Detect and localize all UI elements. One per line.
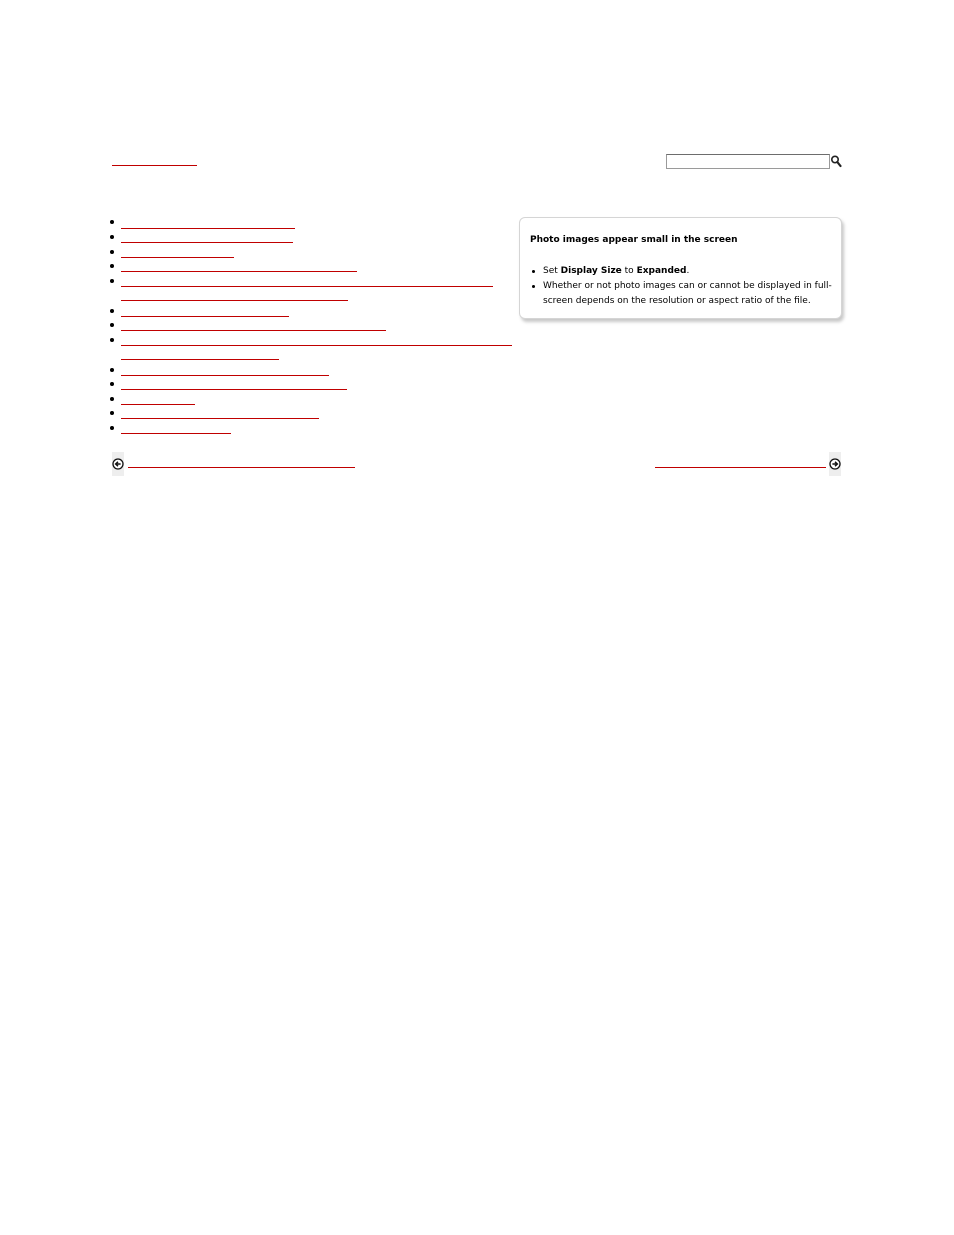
list-link[interactable] xyxy=(121,257,234,258)
list-bullet xyxy=(110,323,114,327)
list-link-continued[interactable] xyxy=(121,359,279,360)
list-link[interactable] xyxy=(121,404,195,405)
list-bullet xyxy=(110,397,114,401)
troubleshooting-tip-box xyxy=(519,217,842,319)
arrow-left-circle-icon xyxy=(112,452,124,476)
tip-text: to xyxy=(621,266,637,276)
list-link[interactable] xyxy=(121,271,357,272)
tip-item: Whether or not photo images can or cannot be displayed in full-screen depends on the resolution or aspect ratio of the file. xyxy=(530,279,836,309)
list-link[interactable] xyxy=(121,286,493,287)
list-bullet xyxy=(110,264,114,268)
next-page-button[interactable] xyxy=(829,452,841,476)
tip-bold: Expanded xyxy=(636,266,687,276)
previous-page-link[interactable] xyxy=(128,458,355,468)
list-link[interactable] xyxy=(121,433,231,434)
list-bullet xyxy=(110,382,114,386)
list-link-continued[interactable] xyxy=(121,300,348,301)
next-page-link[interactable] xyxy=(655,458,826,468)
list-bullet xyxy=(110,279,114,283)
list-bullet xyxy=(110,235,114,239)
tip-text: . xyxy=(686,266,690,276)
list-link[interactable] xyxy=(121,389,347,390)
list-bullet xyxy=(110,411,114,415)
list-link[interactable] xyxy=(121,345,512,346)
list-link[interactable] xyxy=(121,330,386,331)
tip-items xyxy=(530,264,836,309)
tip-bold: Display Size xyxy=(560,266,622,276)
arrow-right-circle-icon xyxy=(829,452,841,476)
list-bullet xyxy=(110,309,114,313)
magnifier-icon xyxy=(830,154,842,168)
tip-text: Set xyxy=(543,266,561,276)
list-link[interactable] xyxy=(121,316,289,317)
list-bullet xyxy=(110,368,114,372)
top-link[interactable] xyxy=(112,156,197,166)
search-input[interactable] xyxy=(666,154,830,169)
previous-page-button[interactable] xyxy=(112,452,124,476)
list-bullet xyxy=(110,220,114,224)
tip-item xyxy=(530,264,836,279)
list-link[interactable] xyxy=(121,375,329,376)
list-bullet xyxy=(110,426,114,430)
list-bullet xyxy=(110,250,114,254)
list-link[interactable] xyxy=(121,242,293,243)
list-link[interactable] xyxy=(121,418,319,419)
tip-title: Photo images appear small in the screen xyxy=(530,235,738,245)
list-bullet xyxy=(110,338,114,342)
search-button[interactable] xyxy=(830,153,842,167)
list-link[interactable] xyxy=(121,228,295,229)
